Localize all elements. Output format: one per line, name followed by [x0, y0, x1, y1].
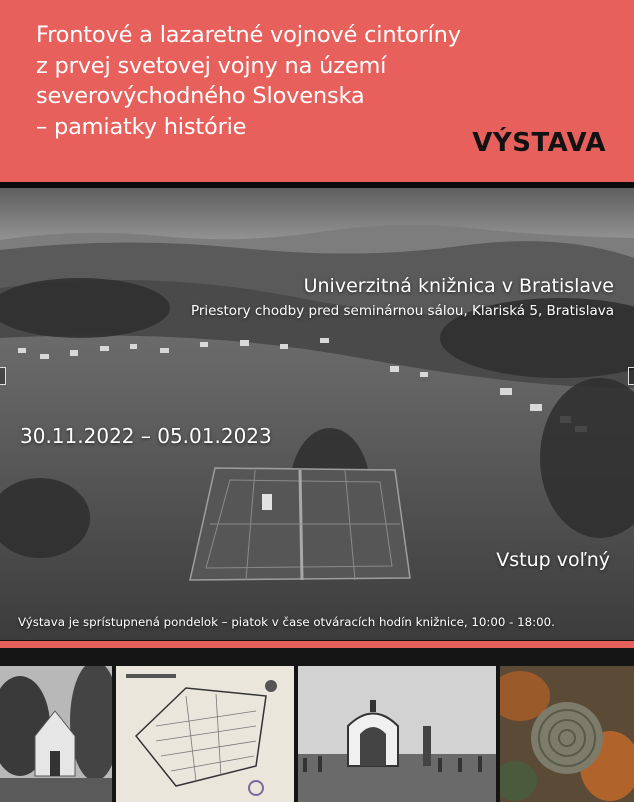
opening-hours-note: Výstava je sprístupnená pondelok – piatok v čase otváracích hodín knižnice, 10:00 - 18:00.	[18, 615, 555, 629]
exhibition-badge: VÝSTAVA	[472, 128, 606, 158]
exhibition-title	[36, 20, 461, 142]
cemetery-layout	[190, 468, 410, 580]
spacer	[0, 648, 634, 666]
thumbnail-aerial-autumn	[500, 666, 634, 802]
accent-bar	[0, 641, 634, 648]
next-arrow-icon[interactable]	[628, 367, 634, 385]
free-entry-label: Vstup voľný	[496, 549, 610, 571]
prev-arrow-icon[interactable]	[0, 367, 6, 385]
header-banner	[0, 0, 634, 182]
exhibition-dates: 30.11.2022 – 05.01.2023	[20, 424, 272, 448]
library-name: Univerzitná knižnica v Bratislave	[303, 275, 614, 297]
hero-aerial-photo	[0, 188, 634, 640]
thumbnail-cemetery-plan	[116, 666, 294, 802]
thumbnail-chapel-photo	[0, 666, 112, 802]
title-line: Frontové a lazaretné vojnové cintoríny	[36, 22, 461, 48]
title-line: – pamiatky histórie	[36, 113, 247, 140]
thumbnail-cemetery-gate	[298, 666, 496, 802]
aerial-landscape-illustration	[0, 188, 634, 640]
title-line: z prvej svetovej vojny na území	[36, 52, 387, 79]
venue-address: Priestory chodby pred seminárnou sálou, Klariská 5, Bratislava	[190, 303, 614, 319]
title-line: severovýchodného Slovenska	[36, 83, 365, 109]
